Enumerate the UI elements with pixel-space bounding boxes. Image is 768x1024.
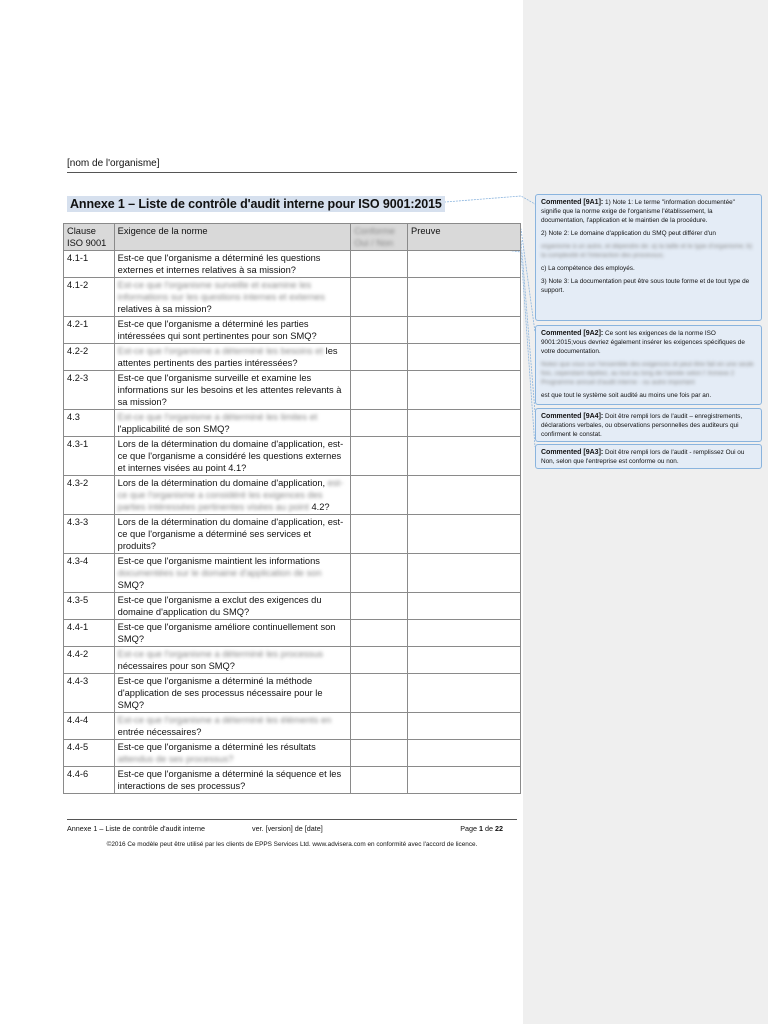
requirement-cell	[114, 674, 350, 713]
requirement-cell	[114, 410, 350, 437]
requirement-text: Est-ce que l'organisme a déterminé les résultats	[117, 742, 316, 752]
requirement-cell	[114, 437, 350, 476]
requirement-text: nécessaires pour son SMQ?	[117, 661, 235, 671]
preuve-cell[interactable]	[408, 515, 521, 554]
requirement-hidden-text: Est-ce que l'organisme a déterminé les processus	[117, 649, 324, 659]
requirement-cell	[114, 251, 350, 278]
comment-9a4[interactable]	[535, 408, 762, 442]
preuve-cell[interactable]	[408, 674, 521, 713]
preuve-cell[interactable]	[408, 647, 521, 674]
table-row	[64, 593, 521, 620]
requirement-cell	[114, 317, 350, 344]
header-requirement: Exigence de la norme	[114, 224, 350, 251]
clause-cell: 4.3	[64, 410, 115, 437]
comment-text	[541, 412, 756, 439]
clause-cell: 4.2-1	[64, 317, 115, 344]
conforme-cell[interactable]	[351, 251, 408, 278]
requirement-text: Est-ce que l'organisme a déterminé la méthode d'application de ses processus nécessaire pour le SMQ?	[117, 676, 323, 710]
clause-cell: 4.3-4	[64, 554, 115, 593]
requirement-cell	[114, 278, 350, 317]
preuve-cell[interactable]	[408, 251, 521, 278]
table-row	[64, 476, 521, 515]
preuve-cell[interactable]	[408, 593, 521, 620]
clause-cell: 4.3-2	[64, 476, 115, 515]
footer-doc-name: Annexe 1 – Liste de contrôle d'audit interne	[67, 824, 206, 833]
clause-cell: 4.4-2	[64, 647, 115, 674]
footer-page-number: Page 1 de 22	[460, 824, 503, 833]
header-preuve: Preuve	[408, 224, 521, 251]
conforme-cell[interactable]	[351, 437, 408, 476]
comment-text	[541, 448, 756, 466]
table-row	[64, 620, 521, 647]
conforme-cell[interactable]	[351, 344, 408, 371]
comment-body: Doit être rempli lors de l'audit – enregistrements, déclarations verbales, ou observations personnelles des auditeurs qui confirment le constat.	[541, 413, 743, 438]
table-header-row	[64, 224, 521, 251]
requirement-tail: SMQ?	[117, 580, 145, 590]
requirement-cell	[114, 515, 350, 554]
comment-label: Commented [9A2]:	[541, 330, 604, 337]
requirement-text: Lors de la détermination du domaine d'application, est-ce que l'organisme a déterminé ses services et produits?	[117, 517, 344, 551]
footer-version: ver. [version] de [date]	[252, 824, 323, 833]
table-row	[64, 251, 521, 278]
preuve-cell[interactable]	[408, 278, 521, 317]
comment-text	[541, 329, 756, 356]
preuve-cell[interactable]	[408, 740, 521, 767]
comment-paragraph: c) La compétence des employés.	[541, 265, 635, 272]
conforme-cell[interactable]	[351, 740, 408, 767]
clause-cell: 4.4-4	[64, 713, 115, 740]
requirement-hidden-text: est-ce que l'organisme a considéré les exigences des parties intéressées pertinentes visées au point	[117, 478, 344, 512]
table-row	[64, 344, 521, 371]
requirement-text: Est-ce que l'organisme maintient les informations	[117, 556, 320, 566]
conforme-cell[interactable]	[351, 317, 408, 344]
comment-body: Doit être rempli lors de l'audit - remplissez Oui ou Non, selon que l'entreprise est conforme ou non.	[541, 449, 745, 465]
organization-name[interactable]: [nom de l'organisme]	[67, 158, 160, 169]
requirement-cell	[114, 767, 350, 794]
conforme-cell[interactable]	[351, 476, 408, 515]
comment-label: Commented [9A1]:	[541, 199, 604, 206]
conforme-cell[interactable]	[351, 713, 408, 740]
preuve-cell[interactable]	[408, 554, 521, 593]
preuve-cell[interactable]	[408, 344, 521, 371]
comment-9a2[interactable]	[535, 325, 762, 405]
table-row	[64, 554, 521, 593]
requirement-cell	[114, 713, 350, 740]
requirement-hidden-text: Est-ce que l'organisme a déterminé les limites et	[117, 412, 318, 422]
clause-cell: 4.1-2	[64, 278, 115, 317]
requirement-cell	[114, 344, 350, 371]
conforme-cell[interactable]	[351, 593, 408, 620]
requirement-text: Lors de la détermination du domaine d'application,	[117, 478, 326, 488]
requirement-cell	[114, 554, 350, 593]
table-row	[64, 767, 521, 794]
requirement-cell	[114, 647, 350, 674]
clause-cell: 4.4-1	[64, 620, 115, 647]
comment-9a1[interactable]	[535, 194, 762, 321]
requirement-cell	[114, 593, 350, 620]
requirement-text: relatives à sa mission?	[117, 304, 212, 314]
preuve-cell[interactable]	[408, 410, 521, 437]
conforme-cell[interactable]	[351, 620, 408, 647]
table-row	[64, 410, 521, 437]
requirement-text: Est-ce que l'organisme a déterminé la séquence et les interactions de ses processus?	[117, 769, 342, 791]
preuve-cell[interactable]	[408, 476, 521, 515]
requirement-text: entrée nécessaires?	[117, 727, 202, 737]
comment-label: Commented [9A3]:	[541, 449, 604, 456]
comment-body: 1) Note 1: Le terme "information documentée" signifie que la norme exige de l'organisme l'établissement, la documentation, l'application et le maintien de la procédure.	[541, 199, 735, 224]
table-row	[64, 515, 521, 554]
clause-cell: 4.4-6	[64, 767, 115, 794]
table-row	[64, 278, 521, 317]
comment-hidden-text: organisme à un autre, et dépendre de: a) la taille et le type d'organisme; b) la complexité et l'interaction des processus;	[541, 243, 753, 259]
header-rule	[67, 172, 517, 173]
conforme-cell[interactable]	[351, 674, 408, 713]
comment-9a3[interactable]	[535, 444, 762, 469]
conforme-cell[interactable]	[351, 410, 408, 437]
clause-cell: 4.3-5	[64, 593, 115, 620]
requirement-hidden-text: Est-ce que l'organisme a déterminé les éléments en	[117, 715, 332, 725]
table-row	[64, 437, 521, 476]
header-conforme: Conforme Oui / Non	[351, 224, 408, 251]
clause-cell: 4.1-1	[64, 251, 115, 278]
clause-cell: 4.3-3	[64, 515, 115, 554]
table-row	[64, 647, 521, 674]
audit-checklist-table	[63, 223, 521, 794]
requirement-text: Lors de la détermination du domaine d'application, est-ce que l'organisme a considéré les questions externes et internes visées au point 4.1?	[117, 439, 344, 473]
table-row	[64, 740, 521, 767]
table-row	[64, 674, 521, 713]
comment-label: Commented [9A4]:	[541, 413, 604, 420]
requirement-text: les attentes pertinents des parties intéressées?	[117, 346, 338, 368]
requirement-hidden-text: documentées sur le domaine d'application de son	[117, 568, 322, 578]
clause-cell: 4.2-2	[64, 344, 115, 371]
requirement-text: Est-ce que l'organisme améliore continuellement son SMQ?	[117, 622, 336, 644]
comment-paragraph	[541, 229, 756, 238]
table-row	[64, 317, 521, 344]
conforme-cell[interactable]	[351, 767, 408, 794]
clause-cell: 4.4-3	[64, 674, 115, 713]
preuve-cell[interactable]	[408, 767, 521, 794]
clause-cell: 4.3-1	[64, 437, 115, 476]
comment-hidden-text: Notez que vous sur l'ensemble des exigences et peut être fait en une seule fois, cependant répétez, au tout au long de l'année selon l' Annexe 2 Programme annuel d'audit interne - ou autre important	[541, 361, 754, 386]
comments-pane	[523, 0, 768, 1024]
page-footer	[67, 819, 517, 836]
requirement-hidden-text: Est-ce que l'organisme a déterminé les besoins et	[117, 346, 324, 356]
requirement-cell	[114, 476, 350, 515]
requirement-hidden-text: Est-ce que l'organisme surveille et examine les informations sur les questions internes et externes	[117, 280, 325, 302]
table-row	[64, 713, 521, 740]
conforme-cell[interactable]	[351, 515, 408, 554]
comment-body: Ce sont les exigences de la norme ISO 9001:2015;vous devriez également insérer les exigences spécifiques de votre documentation.	[541, 330, 745, 355]
conforme-cell[interactable]	[351, 371, 408, 410]
comment-paragraph: 3) Note 3: La documentation peut être sous toute forme et de tout type de support.	[541, 278, 750, 294]
requirement-hidden-text: attendus de ses processus?	[117, 754, 234, 764]
comment-body: 2) Note 2: Le domaine d'application du SMQ peut différer d'un	[541, 230, 716, 237]
comment-paragraph: est que tout le système soit audité au moins une fois par an.	[541, 392, 712, 399]
clause-cell: 4.2-3	[64, 371, 115, 410]
preuve-cell[interactable]	[408, 371, 521, 410]
document-title[interactable]: Annexe 1 – Liste de contrôle d'audit interne pour ISO 9001:2015	[67, 196, 445, 212]
requirement-text: l'applicabilité de son SMQ?	[117, 424, 230, 434]
requirement-cell	[114, 620, 350, 647]
table-row	[64, 371, 521, 410]
conforme-cell[interactable]	[351, 278, 408, 317]
clause-cell: 4.4-5	[64, 740, 115, 767]
conforme-cell[interactable]	[351, 647, 408, 674]
requirement-text: Est-ce que l'organisme surveille et examine les informations sur les besoins et les attentes relevants à sa mission?	[117, 373, 342, 407]
conforme-cell[interactable]	[351, 554, 408, 593]
preuve-cell[interactable]	[408, 317, 521, 344]
requirement-text: Est-ce que l'organisme a déterminé les questions externes et internes relatives à sa mission?	[117, 253, 321, 275]
comment-text	[541, 198, 756, 225]
requirement-cell	[114, 740, 350, 767]
copyright-notice: ©2016 Ce modèle peut être utilisé par les clients de EPPS Services Ltd. www.advisera.com en conformité avec l'accord de licence.	[106, 841, 478, 848]
requirement-tail: 4.2?	[311, 502, 330, 512]
header-clause: Clause ISO 9001	[64, 224, 115, 251]
requirement-text: Est-ce que l'organisme a déterminé les parties intéressées qui sont pertinentes pour son SMQ?	[117, 319, 317, 341]
preuve-cell[interactable]	[408, 437, 521, 476]
requirement-text: Est-ce que l'organisme a exclut des exigences du domaine d'application du SMQ?	[117, 595, 322, 617]
preuve-cell[interactable]	[408, 713, 521, 740]
requirement-cell	[114, 371, 350, 410]
preuve-cell[interactable]	[408, 620, 521, 647]
